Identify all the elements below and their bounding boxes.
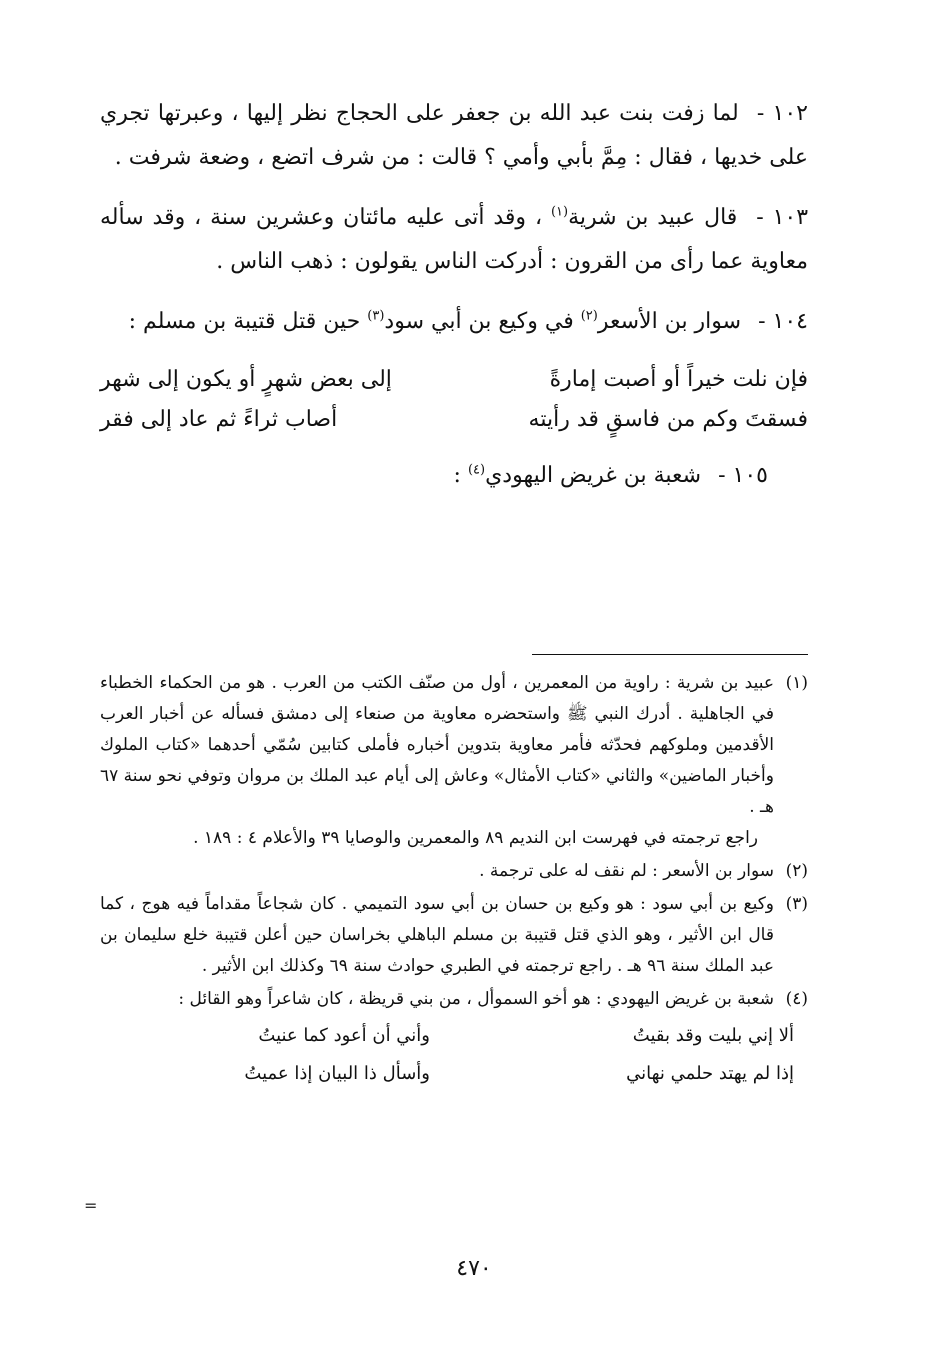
footnote-ref[interactable]: (١) <box>550 204 569 220</box>
footnote-reference: راجع ترجمته في فهرست ابن النديم ٨٩ والمعمرين والوصايا ٣٩ والأعلام ٤ : ١٨٩ . <box>193 828 758 848</box>
footnote-mark: (٣) <box>785 894 808 914</box>
footnote <box>100 984 808 1015</box>
footnote-text: شعبة بن غريض اليهودي : هو أخو السموأل ، من بني قريظة ، كان شاعراً وهو القائل : <box>178 989 774 1009</box>
footnote-text: وكيع بن أبي سود : هو وكيع بن حسان بن أبي سود التميمي . كان شجاعاً مقداماً فيه هوج ، كما قال ابن الأثير ، وهو الذي قتل قتيبة بن مسلم الباهلي بخراسان حين أعلن قتيبة خلع سليمان بن عبد الملك سنة ٩٦ هـ . راجع ترجمته في الطبري حوادث سنة ٦٩ وكذلك ابن الأثير . <box>100 894 774 976</box>
continuation-mark: = <box>84 1196 98 1215</box>
poem-first-hemistich: ألا إني بليت وقد بقيتُ <box>632 1025 794 1046</box>
footnote-separator <box>532 654 808 655</box>
entry-105 <box>100 454 808 498</box>
poem-second-hemistich: وأسأل ذا البيان إذا عميتُ <box>244 1063 430 1084</box>
poem-verse <box>100 1017 808 1055</box>
entry-text: شعبة بن غريض اليهودي <box>485 463 702 488</box>
footnote-mark: (٤) <box>785 989 808 1009</box>
poem <box>100 360 808 440</box>
entry-text: سوار بن الأسعر <box>597 309 742 334</box>
footnote-mark: (١) <box>785 673 808 693</box>
poem-first-hemistich: فإن نلت خيراً أو أصبت إمارةً <box>549 367 808 392</box>
entry-number: ١٠٤ - <box>758 309 808 334</box>
entry-text: قال عبيد بن شرية <box>568 205 738 230</box>
footnote <box>100 889 808 982</box>
entry-text: : <box>453 463 468 488</box>
poem-verse <box>100 400 808 440</box>
poem-second-hemistich: إلى بعض شهرٍ أو يكون إلى شهر <box>100 367 392 392</box>
footnote-text: سوار بن الأسعر : لم نقف له على ترجمة . <box>479 861 774 881</box>
entry-number: ١٠٥ - <box>718 463 768 488</box>
entry-text: في وكيع بن أبي سود <box>384 309 581 334</box>
footnote-ref[interactable]: (٢) <box>580 308 598 324</box>
poem-second-hemistich: أصاب ثراءً ثم عاد إلى فقر <box>100 407 338 432</box>
poem-verse <box>100 1055 808 1093</box>
poem-first-hemistich: فسقتَ وكم من فاسقٍ قد رأيته <box>528 407 808 432</box>
poem-first-hemistich: إذا لم يهتد حلمي نهاني <box>626 1063 794 1084</box>
entry-104 <box>100 300 808 344</box>
footnote-ref[interactable]: (٣) <box>367 308 385 324</box>
entry-number: ١٠٣ - <box>756 205 809 230</box>
footnote-ref[interactable]: (٤) <box>467 462 486 478</box>
footnote-poem <box>100 1017 808 1093</box>
entry-number: ١٠٢ - <box>756 101 808 126</box>
entry-text: ، وقد أتى عليه مائتان وعشرين سنة ، وقد سأله معاوية عما رأى من القرون : أدركت الناس يقولون : ذهب الناس . <box>100 205 808 274</box>
footnote <box>100 668 808 854</box>
footnote <box>100 856 808 887</box>
main-text <box>100 92 808 514</box>
poem-verse <box>100 360 808 400</box>
poem-second-hemistich: وأني أن أعود كما عنيتُ <box>258 1025 430 1046</box>
footnote-text: عبيد بن شرية : راوية من المعمرين ، أول من صنّف الكتب من العرب . هو من الحكماء الخطباء في الجاهلية . أدرك النبي ﷺ واستحضره معاوية من صنعاء إلى دمشق فسأله عن أخبار العرب الأقدمين وملوكهم فحدّثه فأمر معاوية بتدوين أخباره فأملى كتابين سُمّي أحدهما «كتاب الملوك وأخبار الماضين» والثاني «كتاب الأمثال» وعاش إلى أيام عبد الملك بن مروان وتوفي نحو سنة ٦٧ هـ . <box>100 673 774 817</box>
footnotes <box>100 668 808 1093</box>
entry-102 <box>100 92 808 180</box>
entry-text: لما زفت بنت عبد الله بن جعفر على الحجاج نظر إليها ، وعبرتها تجري على خديها ، فقال : مِمَّ بأبي وأمي ؟ قالت : من شرف اتضع ، وضعة شرفت . <box>100 101 808 170</box>
entry-103 <box>100 196 808 284</box>
footnote-mark: (٢) <box>785 861 808 881</box>
entry-text: حين قتل قتيبة بن مسلم : <box>128 309 368 334</box>
page-number: ٤٧٠ <box>456 1256 492 1281</box>
